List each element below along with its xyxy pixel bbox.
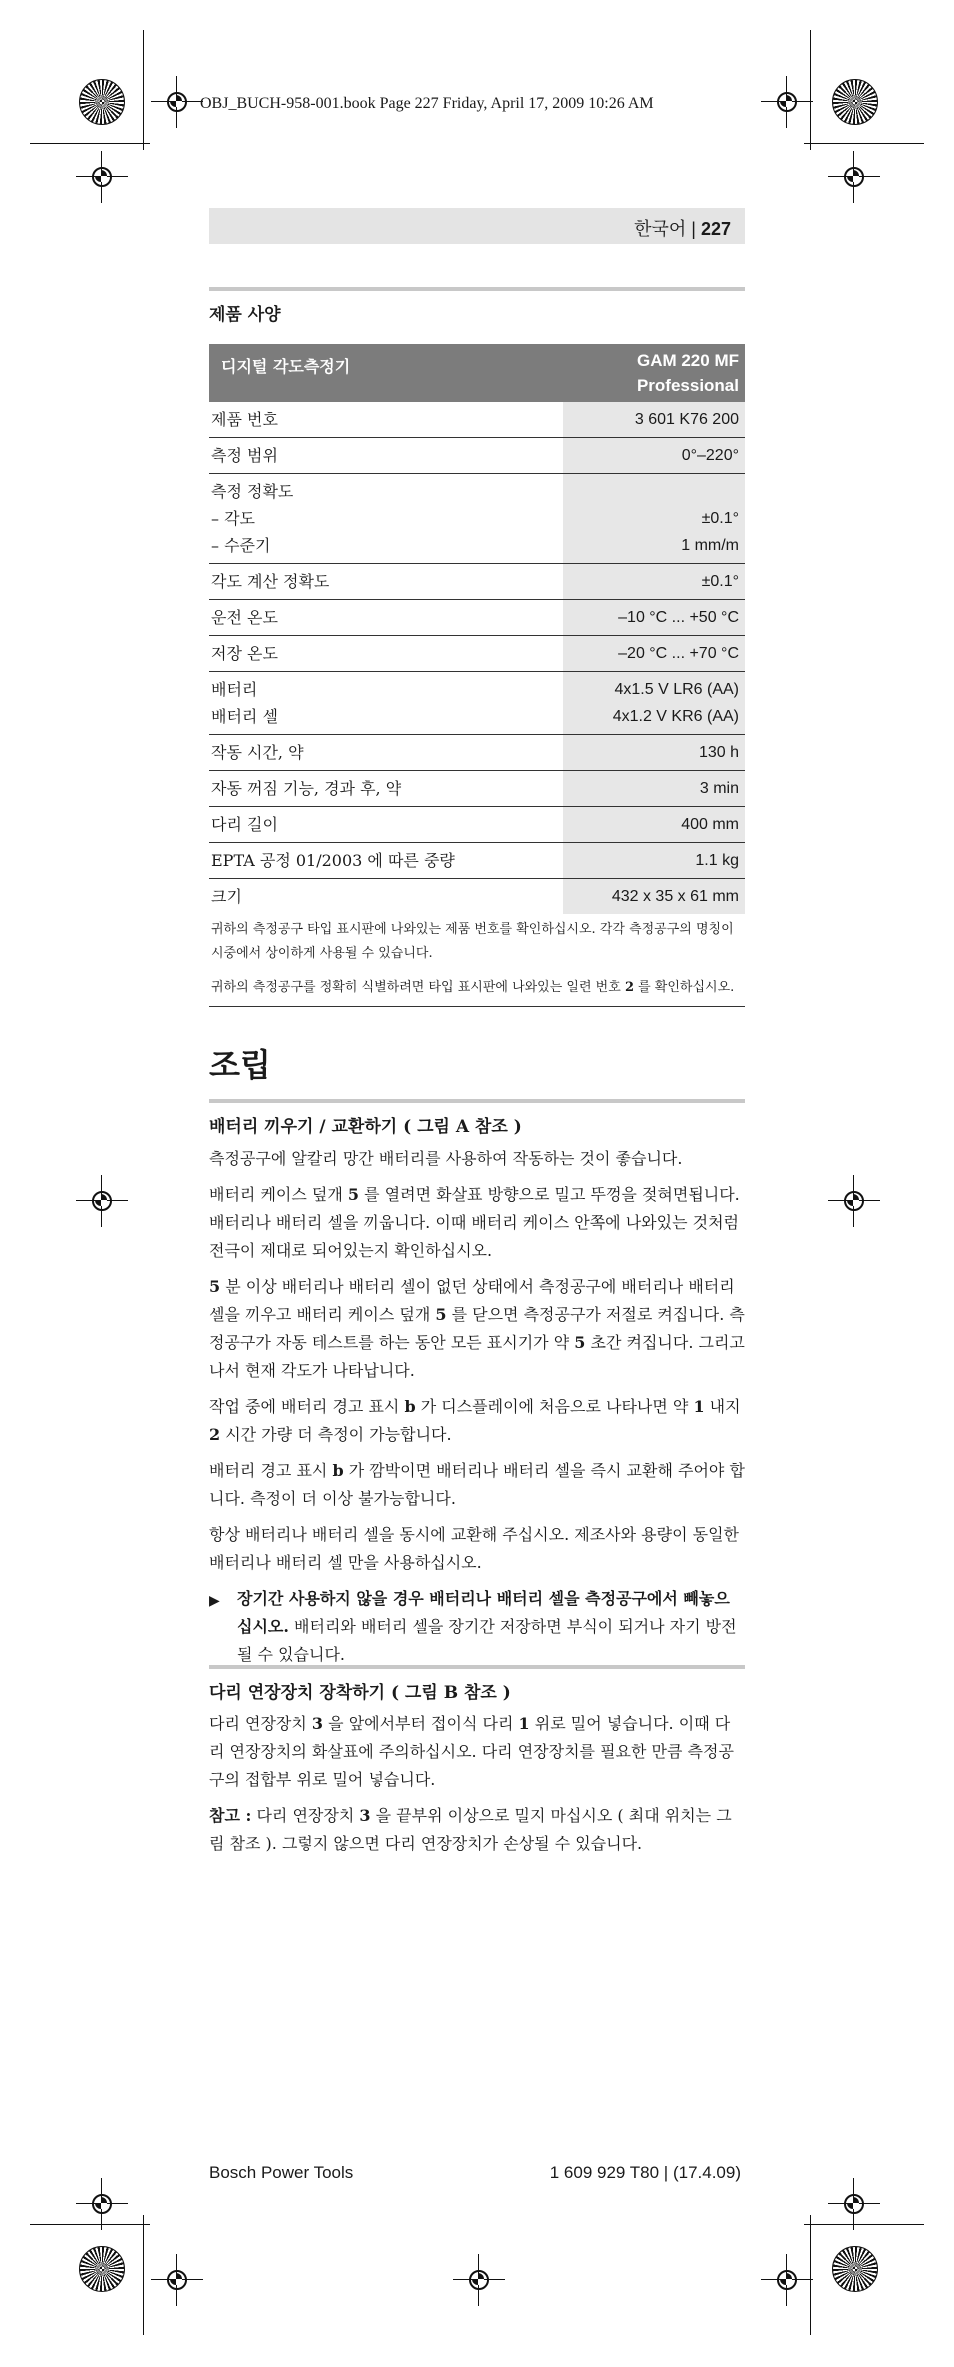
- running-head: [634, 215, 731, 241]
- bold-text: 장기간 사용하지 않을 경우 배터리나 배터리 셀을 측정공구에서 빼놓으십시오.: [237, 1589, 730, 1636]
- ref: b: [404, 1397, 416, 1416]
- paragraph: [209, 1181, 745, 1265]
- registration-crosshair-icon: [769, 84, 803, 118]
- spec-value: ±0.1°: [701, 510, 739, 527]
- registration-crosshair-icon: [836, 159, 870, 193]
- spec-value: ±0.1°: [563, 564, 745, 599]
- table-row: [209, 771, 745, 807]
- footer-doc-id: 1 609 929 T80 | (17.4.09): [549, 2163, 741, 2182]
- spec-note: 귀하의 측정공구 타입 표시판에 나와있는 제품 번호를 확인하십시오. 각각 측정공구의 명칭이 시중에서 상이하게 사용될 수 있습니다.: [211, 922, 734, 961]
- note-ref: 2: [624, 980, 634, 995]
- ref: 5: [435, 1305, 447, 1324]
- spec-value: 3 min: [563, 771, 745, 806]
- spec-key: 크기: [211, 887, 242, 906]
- page-header: [209, 208, 745, 244]
- registration-crosshair-icon: [769, 2262, 803, 2296]
- header-separator: |: [691, 219, 696, 239]
- spec-value: 4x1.2 V KR6 (AA): [612, 708, 739, 725]
- spec-value: [563, 478, 739, 505]
- registration-crosshair-icon: [836, 1183, 870, 1217]
- section-rule: [209, 1665, 745, 1669]
- spec-key: 측정 범위: [211, 446, 278, 465]
- registration-rosette-icon: [79, 79, 125, 125]
- spec-key-group: [209, 474, 563, 563]
- spec-key: 각도 계산 정확도: [211, 572, 330, 591]
- table-row: [209, 402, 745, 438]
- text: 위로 밀어 넣습니다. 이때 다리 연장장치의 화살표에 주의하십시오. 다리 연장장치를 필요한 만큼 측정공구의 접합부 위로 밀어 넣습니다.: [209, 1714, 734, 1789]
- text: 작업 중에 배터리 경고 표시: [209, 1397, 405, 1416]
- paragraph: [209, 1710, 745, 1794]
- table-row: [209, 672, 745, 735]
- spec-key: 운전 온도: [211, 608, 278, 627]
- crop-mark: [804, 143, 924, 144]
- crop-mark: [143, 30, 144, 150]
- registration-crosshair-icon: [84, 1183, 118, 1217]
- registration-crosshair-icon: [159, 84, 193, 118]
- spec-value: 432 x 35 x 61 mm: [563, 879, 745, 914]
- spec-key: 저장 온도: [211, 644, 278, 663]
- spec-note: [209, 972, 745, 1007]
- spec-table: [209, 344, 745, 1007]
- ref: 1: [693, 1397, 705, 1416]
- spec-value: –20 °C ... +70 °C: [563, 636, 745, 671]
- model-line2: Professional: [636, 376, 739, 395]
- crop-mark: [810, 2215, 811, 2335]
- note-text: 를 확인하십시오.: [633, 980, 735, 995]
- text: 다리 연장장치: [251, 1806, 360, 1825]
- paragraph: [209, 1273, 745, 1385]
- spec-rows: [209, 402, 745, 914]
- product-name: 디지털 각도측정기: [221, 357, 351, 376]
- paragraph: 측정공구에 알칼리 망간 배터리를 사용하여 작동하는 것이 좋습니다.: [209, 1149, 683, 1168]
- spec-value: 1.1 kg: [563, 843, 745, 878]
- text: 배터리 경고 표시: [209, 1461, 333, 1480]
- spec-value: 1 mm/m: [681, 537, 739, 554]
- crop-mark: [30, 2224, 150, 2225]
- text: 배터리와 배터리 셀을 장기간 저장하면 부식이 되거나 자기 방전될 수 있습니다.: [237, 1617, 737, 1664]
- spec-key: 제품 번호: [211, 410, 278, 429]
- spec-table-header: [209, 344, 745, 402]
- bullet-text: [237, 1585, 745, 1669]
- footer-publisher: Bosch Power Tools: [209, 2163, 354, 2182]
- spec-key: EPTA 공정 01/2003 에 따른 중량: [211, 851, 455, 870]
- registration-crosshair-icon: [836, 2186, 870, 2220]
- text: 다리 연장장치: [209, 1714, 312, 1733]
- registration-crosshair-icon: [159, 2262, 193, 2296]
- text: 을 끝부위 이상으로 밀지 마십시오 ( 최대 위치는 그림 참조 ). 그렇지 않으면 다리 연장장치가 손상될 수 있습니다.: [209, 1806, 732, 1853]
- spec-key: 배터리: [211, 680, 258, 699]
- paragraph: [209, 1802, 745, 1858]
- text: 가 깜박이면 배터리나 배터리 셀을 즉시 교환해 주어야 합니다. 측정이 더 이상 불가능합니다.: [209, 1461, 745, 1508]
- section-rule: [209, 287, 745, 291]
- note-text: 귀하의 측정공구를 정확히 식별하려면 타입 표시판에 나와있는 일련 번호: [211, 980, 625, 995]
- spec-value: 0°–220°: [563, 438, 745, 473]
- registration-rosette-icon: [79, 2246, 125, 2292]
- battery-section-body: [209, 1145, 745, 1669]
- text: 을 앞에서부터 접이식 다리: [323, 1714, 519, 1733]
- ref: 5: [574, 1333, 586, 1352]
- ref: 2: [209, 1425, 221, 1444]
- spec-value-group: [563, 474, 745, 563]
- model-line1: GAM 220 MF: [636, 351, 739, 370]
- text: 시간 가량 더 측정이 가능합니다.: [220, 1425, 452, 1444]
- bullet-triangle-icon: ▶: [209, 1593, 220, 1609]
- specs-title: 제품 사양: [209, 305, 281, 325]
- crop-mark: [143, 2215, 144, 2335]
- section-rule: [209, 1099, 745, 1103]
- spec-key: – 각도: [211, 509, 255, 528]
- text: 배터리 케이스 덮개: [209, 1185, 348, 1204]
- battery-section-title: 배터리 끼우기 / 교환하기 ( 그림 A 참조 ): [209, 1117, 522, 1137]
- registration-crosshair-icon: [84, 159, 118, 193]
- assembly-heading: 조립: [209, 1046, 271, 1084]
- text: 초간 켜집니다. 그리고 나서 현재 각도가 나타납니다.: [209, 1333, 745, 1380]
- spec-value: 3 601 K76 200: [563, 402, 745, 437]
- spec-key: 측정 정확도: [211, 482, 294, 501]
- text: 가 디스플레이에 처음으로 나타나면 약: [415, 1397, 694, 1416]
- ref: 1: [518, 1714, 530, 1733]
- table-row: [209, 843, 745, 879]
- ref: 5: [347, 1185, 360, 1204]
- warning-bullet: [209, 1585, 745, 1669]
- crop-mark: [810, 30, 811, 150]
- leg-section-title: 다리 연장장치 장착하기 ( 그림 B 참조 ): [209, 1683, 511, 1703]
- registration-crosshair-icon: [84, 2186, 118, 2220]
- crop-mark: [30, 143, 150, 144]
- spec-value: 400 mm: [563, 807, 745, 842]
- model-name: [637, 348, 739, 398]
- ref: 3: [311, 1714, 324, 1733]
- spec-key: 배터리 셀: [211, 707, 278, 726]
- table-row: [209, 438, 745, 474]
- spec-key: – 수준기: [211, 536, 271, 555]
- spec-key: 작동 시간, 약: [211, 743, 304, 762]
- spec-key-group: [209, 672, 563, 734]
- crop-mark: [804, 2224, 924, 2225]
- paragraph: [209, 1457, 745, 1513]
- ref: b: [332, 1461, 344, 1480]
- paragraph: [209, 1393, 745, 1449]
- text: 분 이상 배터리나 배터리 셀이 없던 상태에서 측정공구에 배터리나 배터리 셀을 끼우고 배터리 케이스 덮개: [209, 1277, 735, 1324]
- registration-crosshair-icon: [461, 2262, 495, 2296]
- text: 를 닫으면 측정공구가 저절로 켜집니다. 측정공구가 자동 테스트를 하는 동안 모든 표시기가 약: [209, 1305, 745, 1352]
- spec-value-group: [563, 672, 745, 734]
- registration-rosette-icon: [832, 2246, 878, 2292]
- table-row: [209, 600, 745, 636]
- table-row: [209, 879, 745, 914]
- table-row: [209, 636, 745, 672]
- spec-key: 다리 길이: [211, 815, 278, 834]
- table-row: [209, 735, 745, 771]
- leg-section-body: [209, 1710, 745, 1866]
- table-row: [209, 807, 745, 843]
- spec-value: 4x1.5 V LR6 (AA): [614, 681, 739, 698]
- spec-value: 130 h: [563, 735, 745, 770]
- table-row: [209, 474, 745, 564]
- print-slug: OBJ_BUCH-958-001.book Page 227 Friday, April 17, 2009 10:26 AM: [200, 95, 654, 112]
- text: 내지: [704, 1397, 741, 1416]
- page-number: 227: [700, 219, 731, 239]
- registration-rosette-icon: [832, 79, 878, 125]
- ref: 5: [209, 1277, 221, 1296]
- ref: 3: [359, 1806, 371, 1825]
- note-label: 참고 :: [209, 1806, 252, 1825]
- spec-key: 자동 꺼짐 기능, 경과 후, 약: [211, 779, 402, 798]
- language-label: 한국어: [634, 219, 687, 239]
- paragraph: 항상 배터리나 배터리 셀을 동시에 교환해 주십시오. 제조사와 용량이 동일한 배터리나 배터리 셀 만을 사용하십시오.: [209, 1525, 739, 1572]
- spec-value: –10 °C ... +50 °C: [563, 600, 745, 635]
- page-footer: [209, 2163, 745, 2183]
- table-row: [209, 564, 745, 600]
- text: 를 열려면 화살표 방향으로 밀고 뚜껑을 젖혀면됩니다. 배터리나 배터리 셀을 끼웁니다. 이때 배터리 케이스 안쪽에 나와있는 것처럼 전극이 제대로 되어있는지 확인하십시오.: [209, 1185, 740, 1260]
